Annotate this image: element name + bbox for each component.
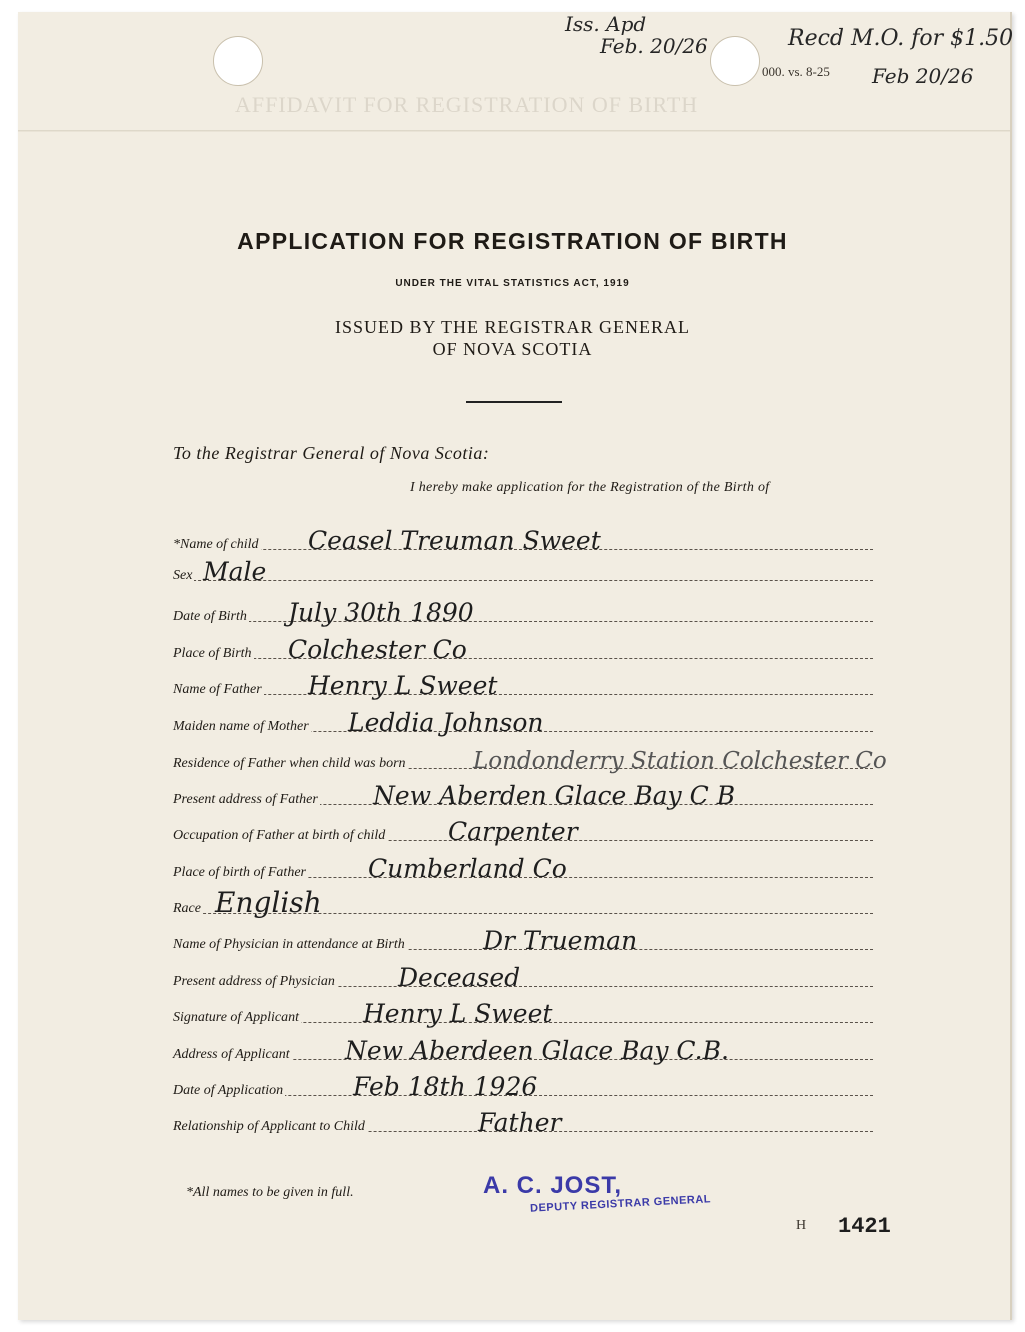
- field-value: Male: [203, 557, 267, 586]
- field-line: [173, 694, 873, 695]
- field-row-place-of-birth: [173, 634, 873, 664]
- field-label: Name of Father: [173, 682, 262, 697]
- field-value: Dr Trueman: [483, 926, 638, 955]
- received-note-line1: Recd M.O. for $1.50: [788, 26, 1014, 51]
- field-label: Name of Physician in attendance at Birth: [173, 937, 405, 952]
- field-value: Henry L Sweet: [308, 671, 498, 700]
- form-subtitle: UNDER THE VITAL STATISTICS ACT, 1919: [395, 278, 630, 289]
- field-row-place-of-birth-of-father: [173, 853, 873, 883]
- registrar-stamp-name: A. C. JOST,: [483, 1172, 623, 1199]
- field-label: *Name of child: [173, 537, 259, 552]
- registrar-stamp-title: DEPUTY REGISTRAR GENERAL: [529, 1193, 712, 1215]
- field-value: July 30th 1890: [288, 598, 474, 627]
- field-value: Henry L Sweet: [363, 999, 553, 1028]
- field-label: Sex: [173, 568, 193, 583]
- field-row-race: [173, 886, 873, 919]
- field-label: Date of Birth: [173, 609, 247, 624]
- field-line: [173, 621, 873, 622]
- footnote: *All names to be given in full.: [186, 1185, 354, 1200]
- field-label: Relationship of Applicant to Child: [173, 1119, 365, 1134]
- field-label: Present address of Physician: [173, 974, 335, 989]
- application-intro: I hereby make application for the Registration of the Birth of: [410, 480, 770, 495]
- file-number: 1421: [838, 1214, 891, 1239]
- issuer: [0, 316, 1025, 360]
- received-note-line2: Feb 20/26: [872, 64, 974, 88]
- field-row-signature-of-applicant: [173, 998, 873, 1028]
- field-label: Occupation of Father at birth of child: [173, 828, 386, 843]
- field-label: Signature of Applicant: [173, 1010, 299, 1025]
- field-value: Leddia Johnson: [348, 708, 544, 737]
- field-row-sex: [173, 556, 873, 586]
- field-label: Residence of Father when child was born: [173, 756, 406, 771]
- issued-note-line2: Feb. 20/26: [600, 34, 708, 58]
- issuer-line2: OF NOVA SCOTIA: [432, 339, 593, 359]
- field-label: Maiden name of Mother: [173, 719, 309, 734]
- field-value: Ceasel Treuman Sweet: [308, 526, 601, 555]
- field-value: Carpenter: [448, 817, 578, 846]
- punch-hole-right: [710, 36, 760, 86]
- field-row-maiden-name-of-mother: [173, 707, 873, 737]
- addressee-line: To the Registrar General of Nova Scotia:: [173, 443, 490, 463]
- field-value: New Aberdeen Glace Bay C.B.: [345, 1036, 729, 1065]
- field-row-relationship-of-applicant: [173, 1107, 873, 1137]
- field-value: New Aberden Glace Bay C B: [373, 781, 736, 810]
- form-title: APPLICATION FOR REGISTRATION OF BIRTH: [237, 228, 788, 254]
- field-row-residence-of-father: [173, 744, 887, 774]
- field-label: Present address of Father: [173, 792, 318, 807]
- paper-fold: [18, 130, 1010, 132]
- field-value: English: [215, 886, 322, 919]
- field-label: Date of Application: [173, 1083, 284, 1098]
- field-value: Londonderry Station Colchester Co: [473, 748, 887, 774]
- punch-hole-left: [213, 36, 263, 86]
- field-row-name-of-physician: [173, 925, 873, 955]
- field-value: Cumberland Co: [368, 854, 567, 883]
- field-row-occupation-of-father: [173, 816, 873, 846]
- field-line: [173, 658, 873, 659]
- field-value: Father: [478, 1108, 562, 1137]
- field-value: Colchester Co: [288, 635, 467, 664]
- field-row-name-of-child: [173, 525, 873, 555]
- divider-rule: [466, 401, 562, 403]
- file-number-prefix: H: [796, 1218, 807, 1233]
- field-row-address-of-applicant: [173, 1035, 873, 1065]
- field-line: [173, 580, 873, 581]
- field-row-present-address-of-father: [173, 780, 873, 810]
- issued-note-line1: Iss. Apd: [565, 12, 647, 36]
- field-label: Address of Applicant: [173, 1047, 290, 1062]
- field-label: Place of Birth: [173, 646, 252, 661]
- field-label: Place of birth of Father: [173, 865, 306, 880]
- field-label: Race: [173, 901, 201, 916]
- field-row-date-of-application: [173, 1071, 873, 1101]
- bleed-through-text: AFFIDAVIT FOR REGISTRATION OF BIRTH: [235, 92, 699, 117]
- issuer-line1: ISSUED BY THE REGISTRAR GENERAL: [334, 317, 690, 337]
- field-row-name-of-father: [173, 670, 873, 700]
- field-row-present-address-of-physician: [173, 962, 873, 992]
- field-row-date-of-birth: [173, 597, 873, 627]
- field-value: Deceased: [398, 963, 521, 992]
- field-value: Feb 18th 1926: [353, 1072, 538, 1101]
- form-number: 000. vs. 8-25: [762, 64, 830, 79]
